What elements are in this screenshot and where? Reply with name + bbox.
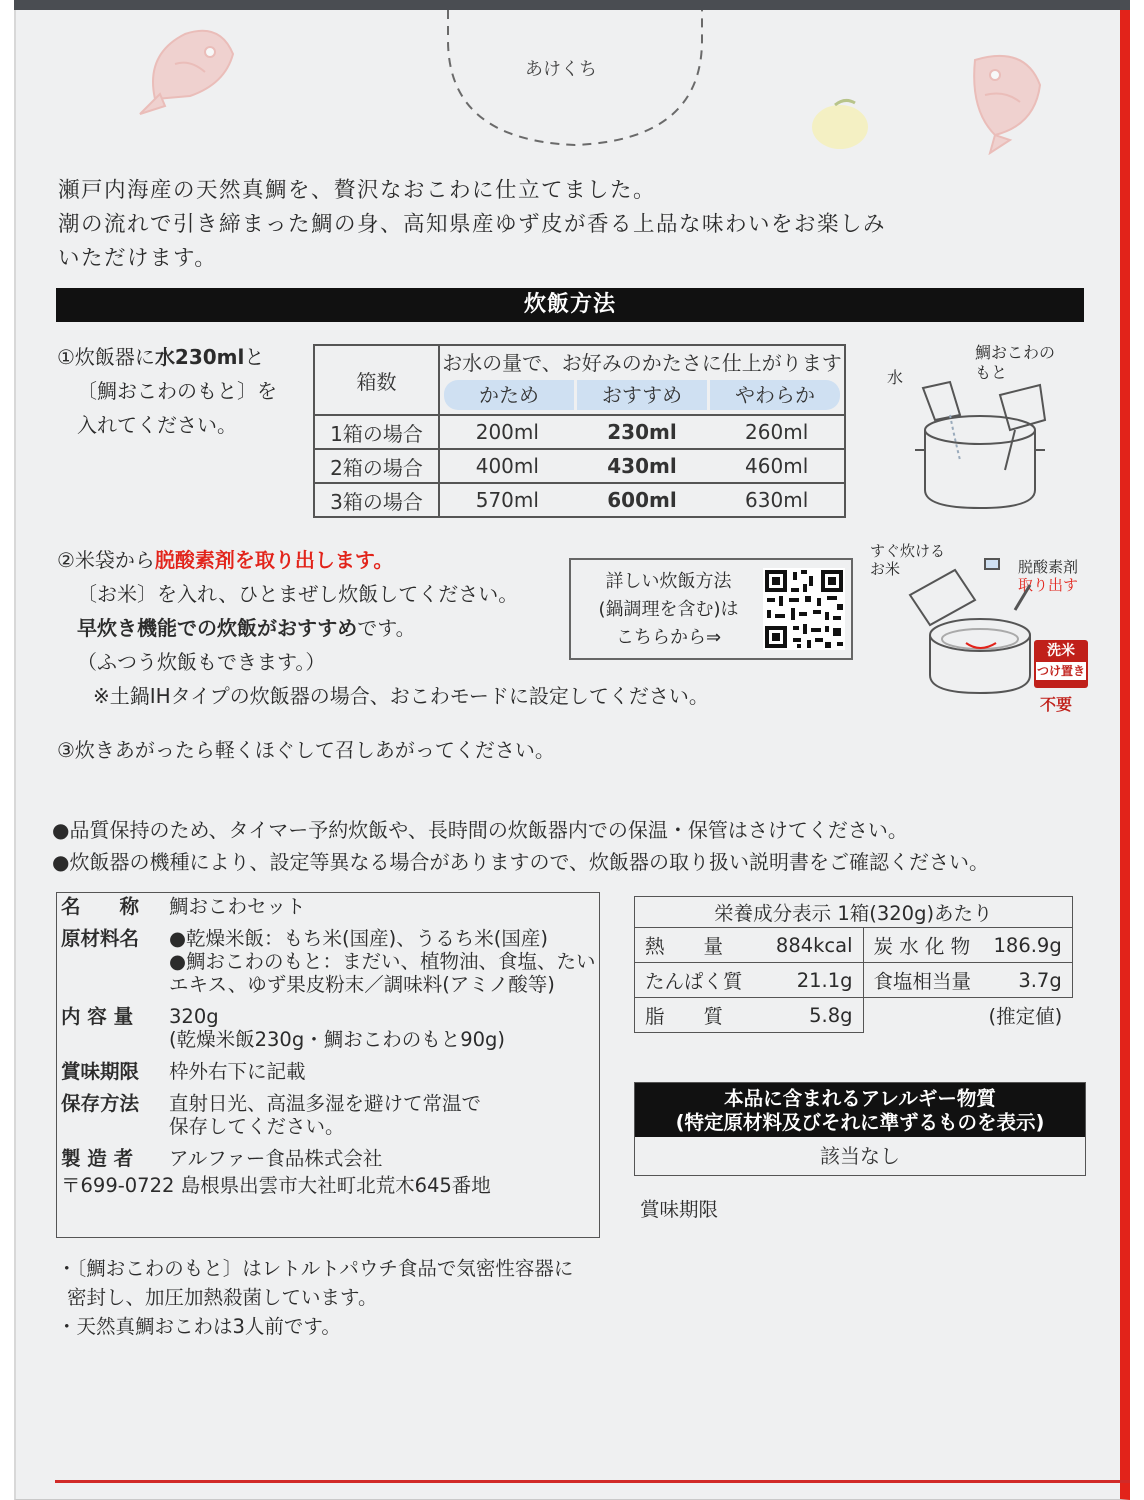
row-label: 1箱の場合 (314, 415, 439, 449)
row-label: 2箱の場合 (314, 449, 439, 483)
allergy-title (635, 1083, 1085, 1137)
illus-absorber-label: 脱酸素剤 (1018, 558, 1079, 576)
info-value: 鯛おこわセット (169, 895, 306, 918)
sea-bream-left-icon (135, 14, 245, 119)
table-row (57, 1139, 600, 1171)
table-row (314, 415, 845, 449)
table-row (57, 1052, 600, 1084)
nutrient-label: 熱 量 (635, 928, 753, 963)
cell: 260ml (709, 415, 845, 449)
info-key: 製 造 者 (61, 1147, 134, 1170)
cell: 600ml (575, 483, 710, 517)
table-row (57, 919, 600, 997)
level-recommended: おすすめ (577, 380, 707, 410)
level-chips (439, 376, 845, 415)
step1-text: 入れてください。 (77, 413, 237, 437)
nutrition-note: (推定値) (863, 998, 1072, 1033)
table-row (57, 894, 600, 919)
step1-text: ①炊飯器に (57, 345, 155, 369)
info-key: 原材料名 (61, 927, 140, 950)
table-row (635, 928, 1073, 963)
nutrient-value: 21.1g (753, 963, 864, 998)
illus-rice-label: すぐ炊ける お米 (870, 542, 946, 578)
nutrient-value: 186.9g (984, 928, 1073, 963)
qr-line: こちらから⇒ (615, 627, 722, 648)
info-value: 直射日光、高温多湿を避けて常温で 保存してください。 (169, 1092, 482, 1138)
manufacturer-address: 〒699-0722 島根県出雲市大社町北荒木645番地 (61, 1174, 491, 1197)
best-before-label: 賞味期限 (640, 1198, 719, 1221)
intro-line: 潮の流れで引き締まった鯛の身、高知県産ゆず皮が香る上品な味わいをお楽しみ (58, 212, 887, 237)
info-value: ●乾燥米飯：もち米(国産)、うるち米(国産) ●鯛おこわのもと：まだい、植物油、食塩、たい エキス、ゆず果皮粉末／調味料(アミノ酸等) (169, 927, 596, 996)
footnote: 密封し、加圧加熱殺菌しています。 (67, 1286, 378, 1309)
qr-line: (鍋調理を含む)は (598, 599, 739, 620)
cell: 400ml (439, 449, 575, 483)
table-row (314, 449, 845, 483)
info-key: 内 容 量 (61, 1005, 134, 1028)
step2-text: ②米袋から (57, 548, 155, 572)
step2-quick-cook: 早炊き機能での炊飯がおすすめ (77, 616, 358, 640)
top-frame (14, 0, 1130, 10)
product-intro (58, 174, 886, 276)
illus-takeout-label: 取り出す (1018, 576, 1079, 594)
nutrition-table (634, 896, 1073, 1033)
unneeded-label: 不要 (1040, 695, 1073, 714)
sea-bream-right-icon (955, 40, 1055, 155)
footnotes (57, 1254, 573, 1341)
illus-water-label: 水 (887, 368, 904, 387)
qr-text (581, 568, 756, 652)
no-wash-badge (1034, 640, 1088, 688)
intro-line: 瀬戸内海産の天然真鯛を、贅沢なおこわに仕立てました。 (58, 178, 657, 203)
step2-text: です。 (357, 616, 416, 640)
nutrient-label: たんぱく質 (635, 963, 753, 998)
step2-note: ※土鍋IHタイプの炊飯器の場合、おこわモードに設定してください。 (93, 684, 709, 708)
info-value: 320g (乾燥米飯230g・鯛おこわのもと90g) (169, 1005, 506, 1051)
illus-mix-label: 鯛おこわの もと (975, 343, 1056, 382)
note-item: ●炊飯器の機種により、設定等異なる場合がありますので、炊飯器の取り扱い説明書をご確認ください。 (52, 850, 990, 874)
step2-remove-absorber: 脱酸素剤を取り出します。 (154, 548, 394, 572)
step1-water: 水230ml (154, 345, 245, 369)
badge-line: 洗米 (1047, 643, 1075, 659)
table-row (57, 1084, 600, 1139)
allergy-title-line: (特定原材料及びそれに準ずるものを表示) (675, 1111, 1045, 1134)
section-title: 炊飯方法 (56, 288, 1084, 322)
opening-label: あけくち (525, 59, 597, 80)
qr-line: 詳しい炊飯方法 (605, 571, 732, 592)
info-value: 枠外右下に記載 (169, 1060, 306, 1083)
qr-box (569, 558, 853, 660)
info-key: 名 称 (61, 895, 140, 918)
table-row (635, 963, 1073, 998)
cell: 460ml (709, 449, 845, 483)
table-row (57, 997, 600, 1052)
nutrient-label: 食塩相当量 (863, 963, 984, 998)
step3: ③炊きあがったら軽くほぐして召しあがってください。 (57, 738, 555, 762)
water-head-label: 箱数 (314, 345, 439, 415)
product-info-table (57, 894, 600, 1198)
badge-line: つけ置き (1036, 664, 1085, 678)
nutrient-label: 脂 質 (635, 998, 753, 1033)
cell: 630ml (709, 483, 845, 517)
notes (52, 814, 989, 878)
yuzu-icon (805, 95, 875, 155)
info-key: 保存方法 (61, 1092, 140, 1115)
cell: 430ml (575, 449, 710, 483)
table-row (57, 1171, 600, 1198)
qr-code-icon[interactable] (763, 568, 845, 650)
footnote: ・天然真鯛おこわは3人前です。 (57, 1315, 341, 1338)
rice-cooker-pour-icon (905, 380, 1055, 515)
cell: 200ml (439, 415, 575, 449)
note-item: ●品質保持のため、タイマー予約炊飯や、長時間の炊飯器内での保温・保管はさけてください。 (52, 818, 908, 842)
nutrition-title: 栄養成分表示 1箱(320g)あたり (635, 897, 1073, 928)
info-value: アルファー食品株式会社 (169, 1147, 383, 1170)
info-key: 賞味期限 (61, 1060, 140, 1083)
intro-line: いただけます。 (58, 246, 218, 271)
level-firm: かため (444, 380, 574, 410)
step1-text: 〔鯛おこわのもと〕を (77, 379, 277, 403)
allergy-box (634, 1082, 1086, 1176)
cell: 230ml (575, 415, 710, 449)
cell: 570ml (439, 483, 575, 517)
step1-text: と (244, 345, 265, 369)
nutrient-value: 884kcal (753, 928, 864, 963)
bottom-red-line (55, 1480, 1130, 1483)
row-label: 3箱の場合 (314, 483, 439, 517)
table-row (314, 483, 845, 517)
allergy-value: 該当なし (820, 1144, 900, 1168)
nutrient-value: 3.7g (984, 963, 1073, 998)
water-table (313, 344, 846, 518)
step2-text: 〔お米〕を入れ、ひとまぜし炊飯してください。 (77, 582, 519, 606)
nutrient-label: 炭 水 化 物 (863, 928, 984, 963)
allergy-title-line: 本品に含まれるアレルギー物質 (724, 1087, 996, 1110)
table-row (635, 998, 1073, 1033)
water-head-note: お水の量で、お好みのかたさに仕上がります (439, 345, 845, 376)
nutrient-value: 5.8g (753, 998, 864, 1033)
level-soft: やわらか (710, 380, 840, 410)
step1 (57, 340, 277, 442)
step2-text: （ふつう炊飯もできます。） (77, 650, 326, 674)
footnote: ・〔鯛おこわのもと〕はレトルトパウチ食品で気密性容器に (57, 1257, 574, 1280)
